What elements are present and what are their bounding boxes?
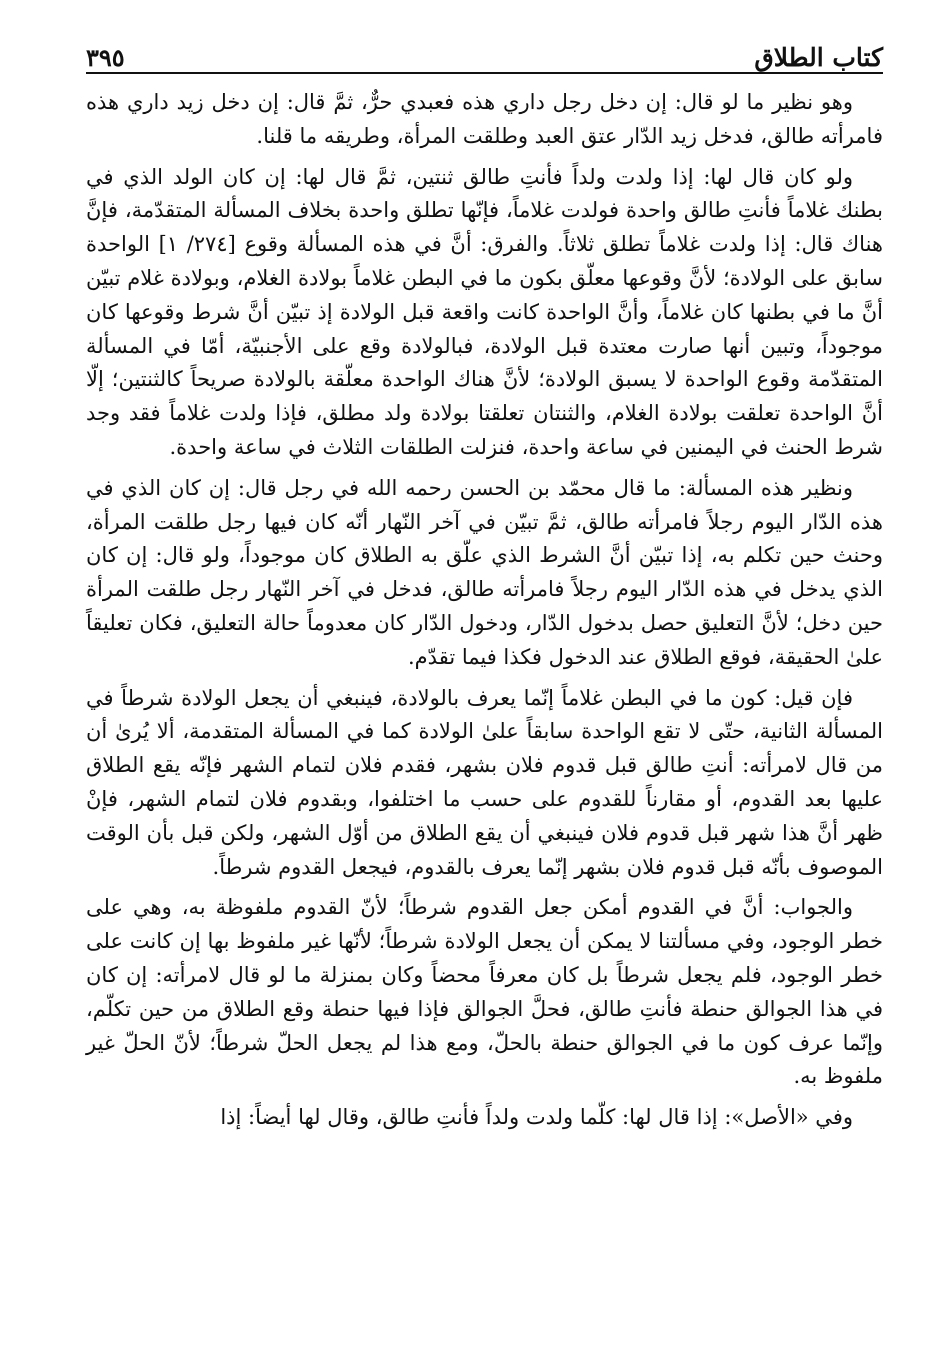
page-header: [86, 28, 883, 74]
paragraph: والجواب: أنَّ في القدوم أمكن جعل القدوم شرطاً؛ لأنّ القدوم ملفوظة به، وهي على خطر الوجود، وفي مسألتنا لا يمكن أن يجعل الولادة شرطاً؛ لأنّها غير ملفوظ بها إن كانت على خطر الوجود، فلم يجعل شرطاً بل كان معرفاً محضاً وكان بمنزلة ما لو قال لامرأته: إن كان في هذا الجوالق حنطة فأنتِ طالق، فحلَّ الجوالق فإذا فيها حنطة وقع الطلاق من حين تكلّم، وإنّما عرف كون ما في الجوالق حنطة بالحلّ، ومع هذا لم يجعل الحلّ شرطاً؛ لأنّ الحلّ غير ملفوظ به.: [86, 895, 883, 1089]
chapter-title: كتاب الطلاق: [754, 43, 883, 72]
paragraph: ونظير هذه المسألة: ما قال محمّد بن الحسن رحمه الله في رجل قال: إن كان الذي في هذه الدّار اليوم رجلاً فامرأته طالق، ثمَّ تبيّن في آخر النّهار أنّه كان فيها رجل طلقت المرأة، وحنث حين تكلم به، إذا تبيّن أنَّ الشرط الذي علّق به الطلاق كان موجوداً، ولو قال: إن كان الذي يدخل في هذه الدّار اليوم رجلاً فامرأته طالق، فدخل في آخر النّهار رجل طلقت المرأة حين دخل؛ لأنَّ التعليق حصل بدخول الدّار، ودخول الدّار كان معدوماً حالة التعليق، فكان تعليقاً علىٰ الحقيقة، فوقع الطلاق عند الدخول فكذا فيما تقدّم.: [86, 475, 883, 669]
page-body: [86, 86, 883, 1135]
paragraph: وهو نظير ما لو قال: إن دخل رجل داري هذه فعبدي حرٌّ، ثمَّ قال: إن دخل زيد داري هذه فامرأته طالق، فدخل زيد الدّار عتق العبد وطلقت المرأة، وطريقه ما قلنا.: [86, 90, 883, 148]
paragraph: ولو كان قال لها: إذا ولدت ولداً فأنتِ طالق ثنتين، ثمَّ قال لها: إن كان الولد الذي في بطنك غلاماً فأنتِ طالق واحدة فولدت غلاماً، فإنّها تطلق واحدة بخلاف المسألة المتقدّمة، فإنَّ هناك قال: إذا ولدت غلاماً تطلق ثلاثاً. والفرق: أنَّ في هذه المسألة وقوع [٢٧٤/ ١] الواحدة سابق على الولادة؛ لأنَّ وقوعها معلّق بكون ما في البطن غلاماً بولادة الغلام، وبولادة غلام تبيّن أنَّ ما في بطنها كان غلاماً، وأنَّ الواحدة كانت واقعة قبل الولادة إذ تبيّن أنَّ شرط وقوعها كان موجوداً، وتبين أنها صارت معتدة قبل الولادة، فبالولادة وقع على الأجنبيّة، أمّا في المسألة المتقدّمة وقوع الواحدة لا يسبق الولادة؛ لأنَّ هناك الواحدة معلّقة بالولادة صريحاً كالثنتين؛ إلّا أنَّ الواحدة تعلقت بولادة الغلام، والثنتان تعلقتا بولادة ولد مطلق، فإذا ولدت غلاماً فقد وجد شرط الحنث في اليمنين في ساعة واحدة، فنزلت الطلقات الثلاث في ساعة واحدة.: [86, 164, 883, 459]
page-number: ٣٩٥: [86, 43, 125, 72]
paragraph: وفي «الأصل»: إذا قال لها: كلّما ولدت ولداً فأنتِ طالق، وقال لها أيضاً: إذا: [220, 1105, 853, 1130]
paragraph: فإن قيل: كون ما في البطن غلاماً إنّما يعرف بالولادة، فينبغي أن يجعل الولادة شرطاً في المسألة الثانية، حتّى لا تقع الواحدة سابقاً علىٰ الولادة كما في المسألة المتقدمة، ألا يُرىٰ أن من قال لامرأته: أنتِ طالق قبل قدوم فلان بشهر، فقدم فلان لتمام الشهر فإنّه يقع الطلاق عليها بعد القدوم، أو مقارناً للقدوم على حسب ما اختلفوا، وبقدوم فلان لتمام الشهر، فإنْ ظهر أنَّ هذا شهر قبل قدوم فلان فينبغي أن يقع الطلاق من أوّل الشهر، ولكن قبل بأن الوقت الموصوف بأنّه قبل قدوم فلان بشهر إنّما يعرف بالقدوم، فيجعل القدوم شرطاً.: [86, 685, 883, 879]
